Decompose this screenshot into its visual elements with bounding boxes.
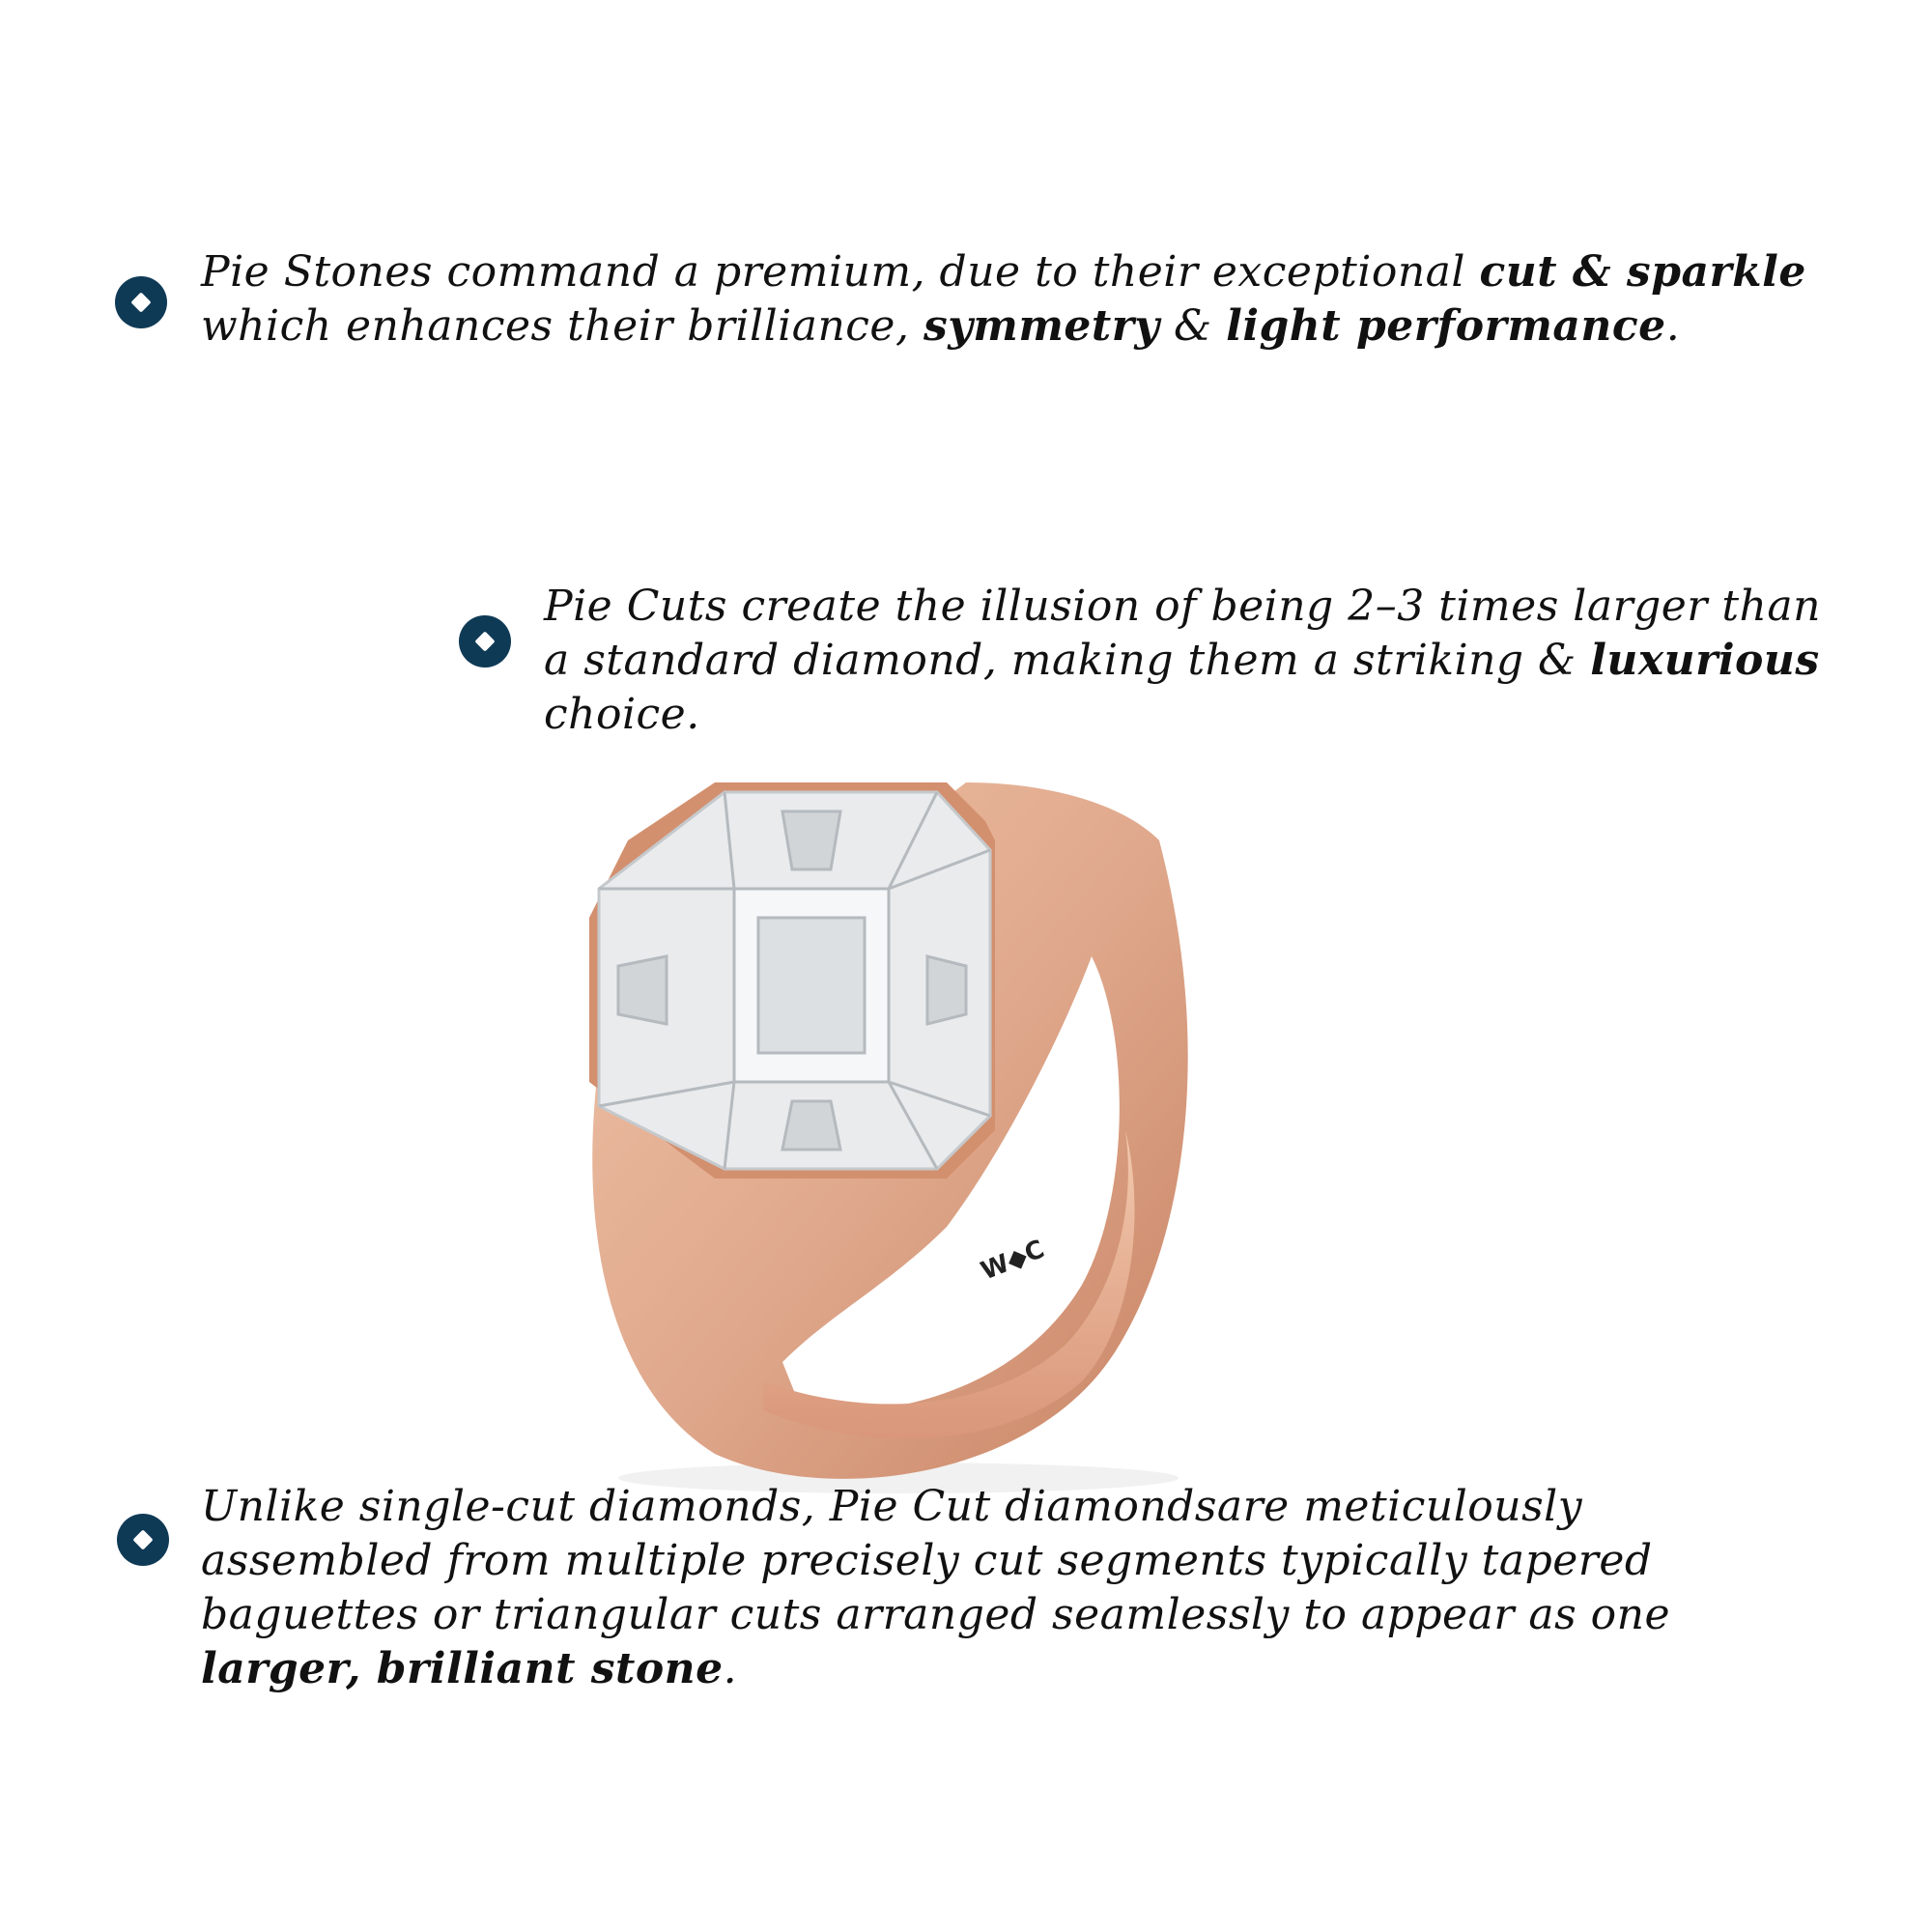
diamond-bullet-icon [115, 276, 167, 328]
emphasis-text: larger, brilliant stone [201, 1644, 724, 1693]
body-text: & [1159, 301, 1227, 351]
bullet-text-1 [201, 245, 1862, 354]
body-text: . [1665, 301, 1681, 351]
diamond-bullet-icon [459, 615, 511, 668]
body-text: which enhances their brilliance, [201, 301, 923, 351]
bullet-text-3 [201, 1480, 1708, 1696]
ring-engraving: W◆C [977, 1235, 1049, 1287]
pie-cut-ring-image [541, 744, 1256, 1497]
emphasis-text: symmetry [923, 301, 1160, 351]
body-text: Unlike single-cut diamonds, Pie Cut diamondsare meticulously assembled from multiple precisely cut segments typically tapered baguettes or triangular cuts arranged seamlessly to appear as one [201, 1482, 1671, 1639]
emphasis-text: luxurious [1590, 636, 1820, 685]
body-text: choice. [544, 690, 700, 739]
diamond-bullet-icon [117, 1514, 169, 1566]
emphasis-text: cut & sparkle [1479, 247, 1806, 297]
body-text: Pie Stones command a premium, due to their exceptional [201, 247, 1480, 297]
body-text: . [723, 1644, 738, 1693]
body-text: Pie Cuts create the illusion of being 2–3 times larger than a standard diamond, making them a striking & [544, 582, 1821, 685]
emphasis-text: light performance [1226, 301, 1666, 351]
bullet-text-2 [544, 580, 1858, 742]
